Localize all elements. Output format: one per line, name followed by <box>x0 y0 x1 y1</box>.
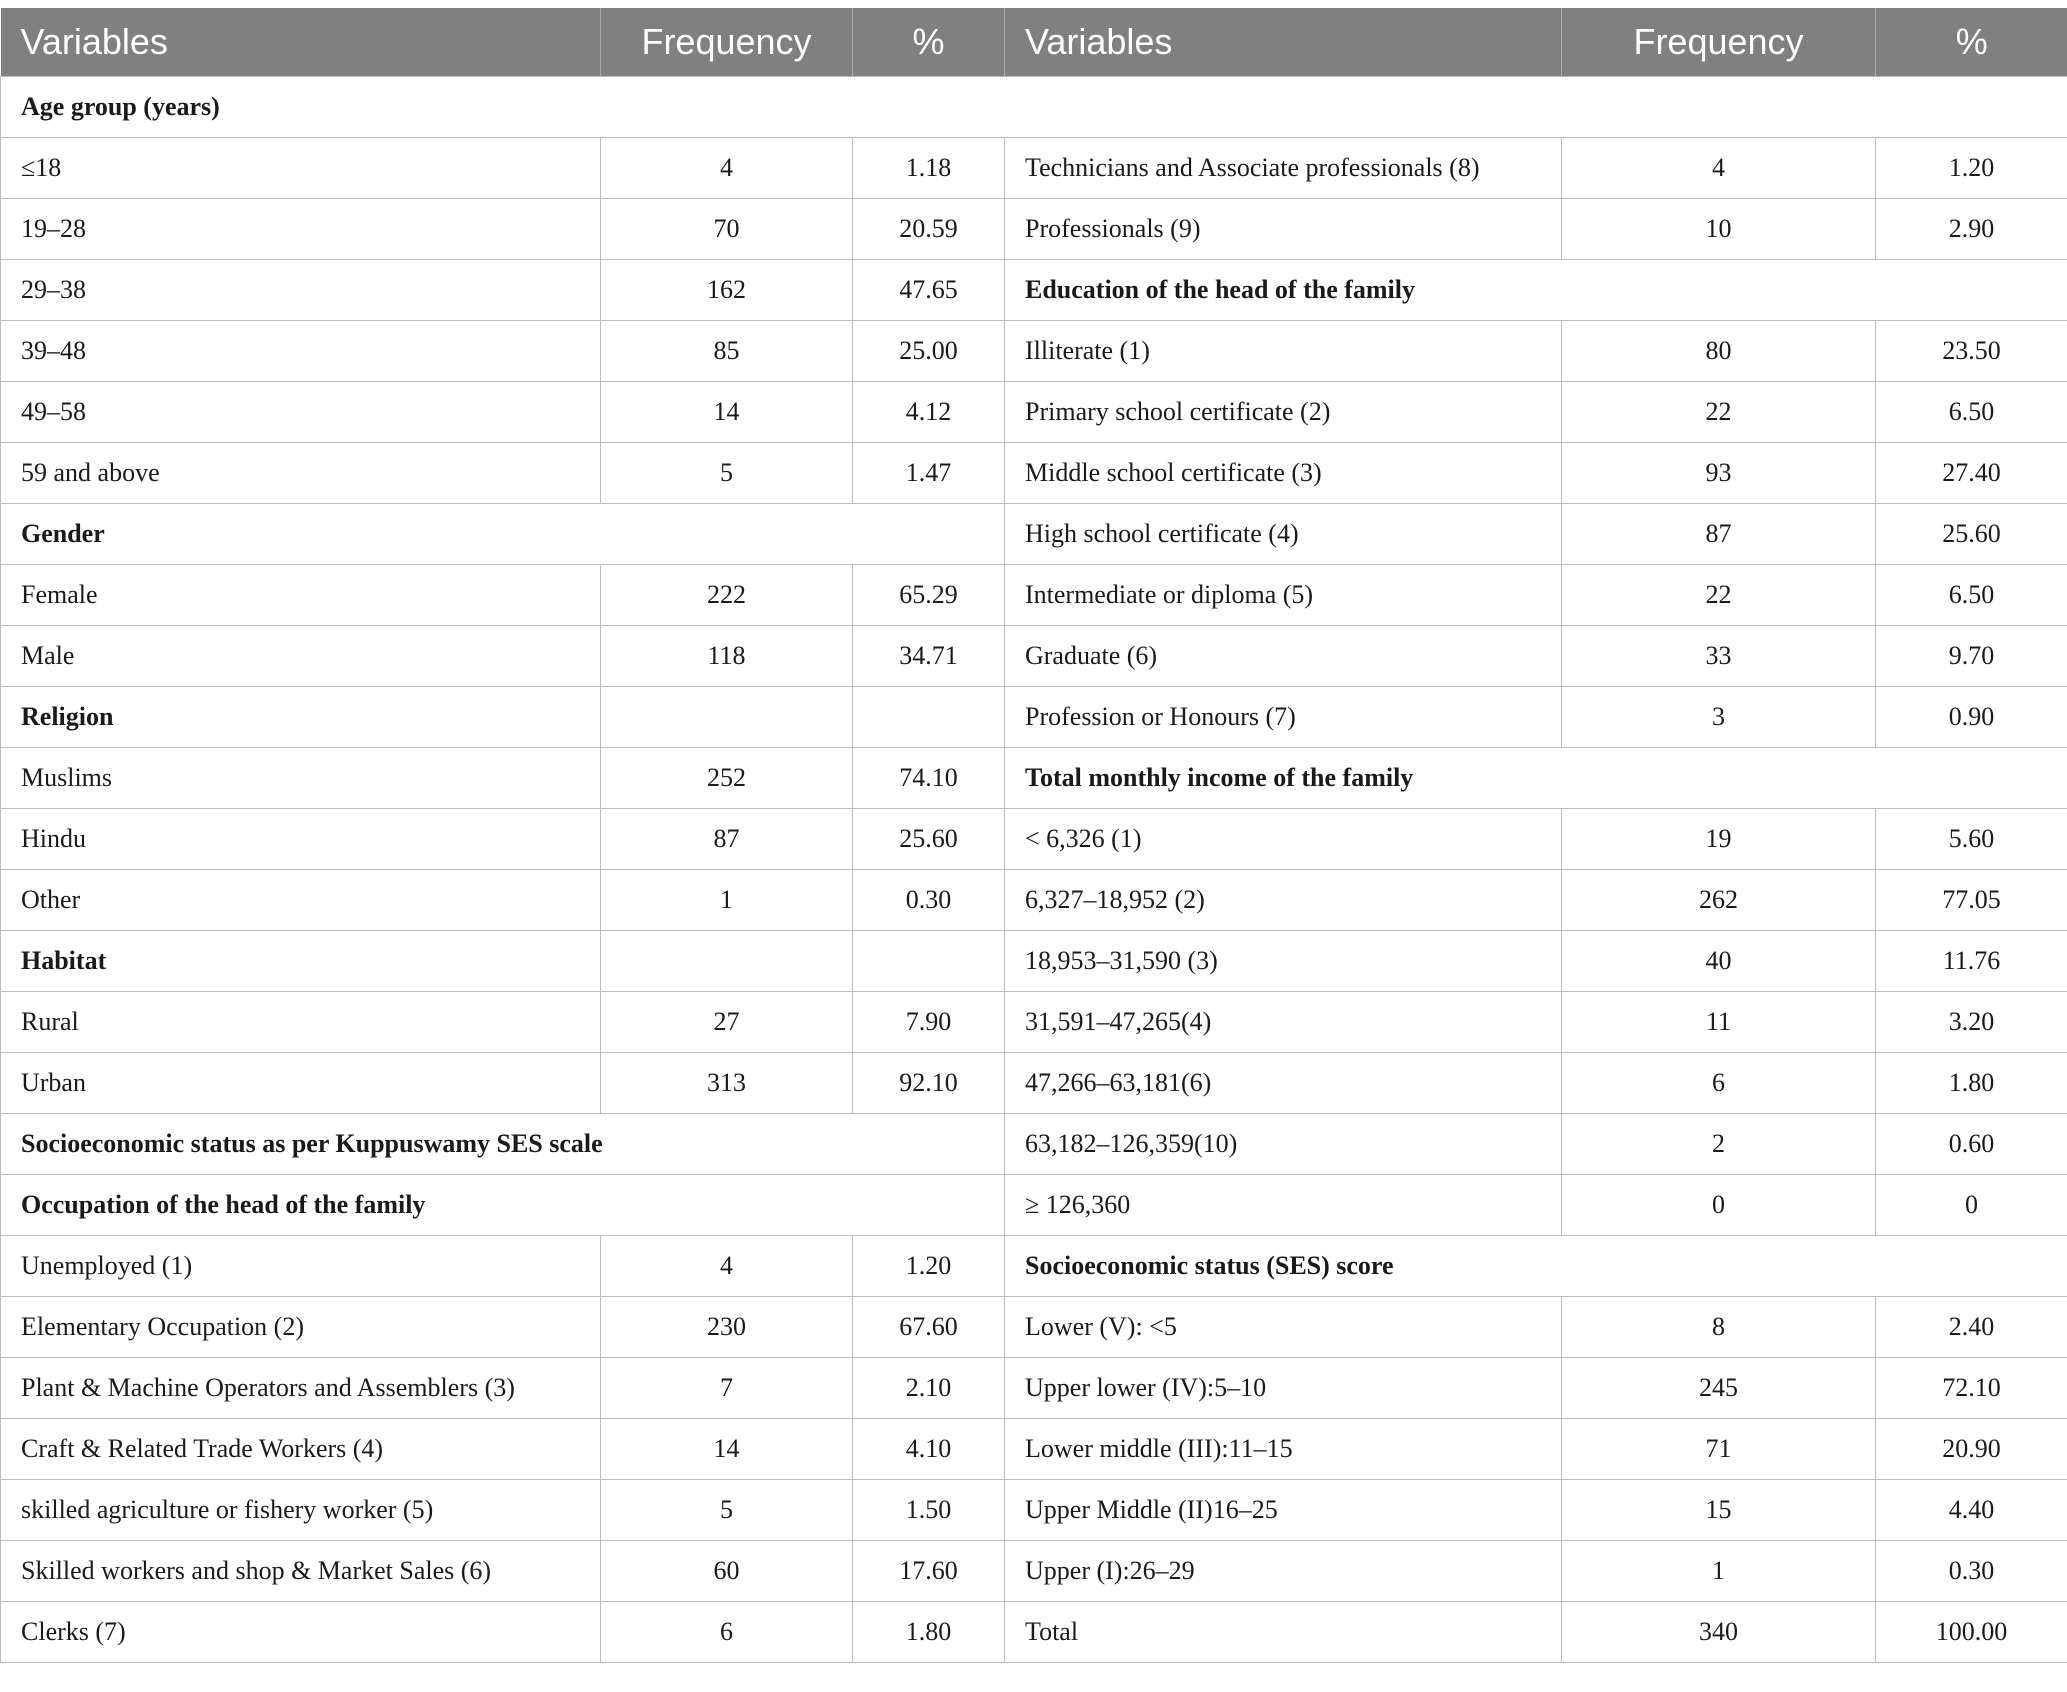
table-cell: Illiterate (1) <box>1005 321 1562 382</box>
table-cell: 3.20 <box>1876 992 2067 1053</box>
table-cell: Profession or Honours (7) <box>1005 687 1562 748</box>
table-row <box>1 1114 2067 1175</box>
section-heading-cell: Age group (years) <box>1 77 2067 138</box>
table-cell: 92.10 <box>853 1053 1005 1114</box>
table-cell: 7 <box>601 1358 853 1419</box>
section-heading-cell: Total monthly income of the family <box>1005 748 2067 809</box>
table-cell: 5 <box>601 443 853 504</box>
table-row <box>1 565 2067 626</box>
table-cell: Muslims <box>1 748 601 809</box>
table-cell: 18,953–31,590 (3) <box>1005 931 1562 992</box>
table-cell: 87 <box>1562 504 1876 565</box>
table-cell: 22 <box>1562 382 1876 443</box>
table-body <box>1 77 2067 1663</box>
table-cell: Intermediate or diploma (5) <box>1005 565 1562 626</box>
table-cell: Total <box>1005 1602 1562 1663</box>
section-heading-cell: Habitat <box>1 931 601 992</box>
table-row <box>1 199 2067 260</box>
section-heading-cell: Socioeconomic status as per Kuppuswamy SES scale <box>1 1114 1005 1175</box>
table-cell: 222 <box>601 565 853 626</box>
table-cell: 25.00 <box>853 321 1005 382</box>
table-cell: 9.70 <box>1876 626 2067 687</box>
table-row <box>1 687 2067 748</box>
section-heading-cell: Gender <box>1 504 1005 565</box>
table-row <box>1 870 2067 931</box>
table-cell: 118 <box>601 626 853 687</box>
table-cell: 60 <box>601 1541 853 1602</box>
table-cell: 33 <box>1562 626 1876 687</box>
table-cell: skilled agriculture or fishery worker (5) <box>1 1480 601 1541</box>
table-cell: 27 <box>601 992 853 1053</box>
table-cell: 4.12 <box>853 382 1005 443</box>
table-row <box>1 1236 2067 1297</box>
table-cell: ≥ 126,360 <box>1005 1175 1562 1236</box>
table-cell: 27.40 <box>1876 443 2067 504</box>
table-cell: 1.20 <box>1876 138 2067 199</box>
table-cell: Upper (I):26–29 <box>1005 1541 1562 1602</box>
table-cell: Male <box>1 626 601 687</box>
table-cell: Craft & Related Trade Workers (4) <box>1 1419 601 1480</box>
header-percent-left: % <box>853 8 1005 77</box>
table-cell: Technicians and Associate professionals (8) <box>1005 138 1562 199</box>
table-cell: 20.59 <box>853 199 1005 260</box>
table-cell: 87 <box>601 809 853 870</box>
table-cell: 162 <box>601 260 853 321</box>
table-cell: 25.60 <box>1876 504 2067 565</box>
table-cell <box>853 931 1005 992</box>
table-cell: High school certificate (4) <box>1005 504 1562 565</box>
table-cell: 6.50 <box>1876 382 2067 443</box>
table-cell: 0.30 <box>1876 1541 2067 1602</box>
table-cell: 10 <box>1562 199 1876 260</box>
table-cell: 4 <box>601 1236 853 1297</box>
table-cell: 17.60 <box>853 1541 1005 1602</box>
table-wrapper <box>0 8 2067 1663</box>
table-cell: Upper Middle (II)16–25 <box>1005 1480 1562 1541</box>
table-row <box>1 1053 2067 1114</box>
table-cell: Hindu <box>1 809 601 870</box>
header-frequency-right: Frequency <box>1562 8 1876 77</box>
table-cell: 7.90 <box>853 992 1005 1053</box>
table-cell: 14 <box>601 382 853 443</box>
table-cell: 340 <box>1562 1602 1876 1663</box>
table-row <box>1 1602 2067 1663</box>
table-cell: 4.10 <box>853 1419 1005 1480</box>
table-cell: 20.90 <box>1876 1419 2067 1480</box>
table-cell: 4.40 <box>1876 1480 2067 1541</box>
table-cell: 29–38 <box>1 260 601 321</box>
table-cell: Graduate (6) <box>1005 626 1562 687</box>
table-cell: Urban <box>1 1053 601 1114</box>
table-cell: 70 <box>601 199 853 260</box>
table-cell: 4 <box>601 138 853 199</box>
table-row <box>1 443 2067 504</box>
table-cell: 31,591–47,265(4) <box>1005 992 1562 1053</box>
table-cell: 19 <box>1562 809 1876 870</box>
table-cell: Elementary Occupation (2) <box>1 1297 601 1358</box>
table-cell: ≤18 <box>1 138 601 199</box>
table-cell: 47.65 <box>853 260 1005 321</box>
table-cell: 22 <box>1562 565 1876 626</box>
table-cell: 71 <box>1562 1419 1876 1480</box>
table-cell: 14 <box>601 1419 853 1480</box>
table-row <box>1 260 2067 321</box>
table-row <box>1 504 2067 565</box>
table-cell: 1.50 <box>853 1480 1005 1541</box>
table-cell <box>601 931 853 992</box>
table-cell: 67.60 <box>853 1297 1005 1358</box>
table-cell: 49–58 <box>1 382 601 443</box>
table-cell: Lower (V): <5 <box>1005 1297 1562 1358</box>
table-cell: 245 <box>1562 1358 1876 1419</box>
table-cell: Clerks (7) <box>1 1602 601 1663</box>
table-cell: 0.30 <box>853 870 1005 931</box>
header-variables-right: Variables <box>1005 8 1562 77</box>
table-cell: Upper lower (IV):5–10 <box>1005 1358 1562 1419</box>
table-cell: Professionals (9) <box>1005 199 1562 260</box>
table-cell: 1.80 <box>853 1602 1005 1663</box>
section-heading-cell: Occupation of the head of the family <box>1 1175 1005 1236</box>
table-cell: 0.90 <box>1876 687 2067 748</box>
table-cell: 19–28 <box>1 199 601 260</box>
table-cell: 4 <box>1562 138 1876 199</box>
table-cell: 252 <box>601 748 853 809</box>
table-row <box>1 1541 2067 1602</box>
table-cell: 1 <box>1562 1541 1876 1602</box>
table-cell: 6.50 <box>1876 565 2067 626</box>
section-heading-cell: Education of the head of the family <box>1005 260 2067 321</box>
table-row <box>1 626 2067 687</box>
table-cell: Primary school certificate (2) <box>1005 382 1562 443</box>
table-cell: Unemployed (1) <box>1 1236 601 1297</box>
table-cell: 0 <box>1562 1175 1876 1236</box>
table-row <box>1 992 2067 1053</box>
table-cell: Lower middle (III):11–15 <box>1005 1419 1562 1480</box>
table-cell: 59 and above <box>1 443 601 504</box>
demographics-table <box>0 8 2067 1663</box>
table-row <box>1 1175 2067 1236</box>
table-cell: 74.10 <box>853 748 1005 809</box>
table-cell: 8 <box>1562 1297 1876 1358</box>
table-cell: 65.29 <box>853 565 1005 626</box>
table-row <box>1 321 2067 382</box>
table-cell: 6 <box>1562 1053 1876 1114</box>
table-row <box>1 1419 2067 1480</box>
header-variables-left: Variables <box>1 8 601 77</box>
table-cell: 63,182–126,359(10) <box>1005 1114 1562 1175</box>
table-cell: Other <box>1 870 601 931</box>
table-cell: 3 <box>1562 687 1876 748</box>
table-cell: 15 <box>1562 1480 1876 1541</box>
header-percent-right: % <box>1876 8 2067 77</box>
table-cell: 72.10 <box>1876 1358 2067 1419</box>
table-cell: Plant & Machine Operators and Assemblers (3) <box>1 1358 601 1419</box>
table-row <box>1 382 2067 443</box>
header-frequency-left: Frequency <box>601 8 853 77</box>
table-cell: 11.76 <box>1876 931 2067 992</box>
table-cell: 39–48 <box>1 321 601 382</box>
table-row <box>1 809 2067 870</box>
table-cell: 1.18 <box>853 138 1005 199</box>
table-cell: 93 <box>1562 443 1876 504</box>
table-cell: 262 <box>1562 870 1876 931</box>
table-row <box>1 77 2067 138</box>
table-cell: 6,327–18,952 (2) <box>1005 870 1562 931</box>
table-cell: 2.10 <box>853 1358 1005 1419</box>
table-cell: 80 <box>1562 321 1876 382</box>
table-cell: 6 <box>601 1602 853 1663</box>
table-cell: 1.20 <box>853 1236 1005 1297</box>
table-cell: Middle school certificate (3) <box>1005 443 1562 504</box>
table-cell: 11 <box>1562 992 1876 1053</box>
table-cell: 2 <box>1562 1114 1876 1175</box>
table-cell: 1.47 <box>853 443 1005 504</box>
table-cell: 47,266–63,181(6) <box>1005 1053 1562 1114</box>
table-cell: 100.00 <box>1876 1602 2067 1663</box>
header-row <box>1 8 2067 77</box>
table-row <box>1 931 2067 992</box>
table-cell: 77.05 <box>1876 870 2067 931</box>
table-cell: 2.90 <box>1876 199 2067 260</box>
table-cell: 5 <box>601 1480 853 1541</box>
table-cell: 230 <box>601 1297 853 1358</box>
table-cell <box>601 687 853 748</box>
table-row <box>1 138 2067 199</box>
table-cell: 23.50 <box>1876 321 2067 382</box>
table-cell <box>853 687 1005 748</box>
table-cell: 85 <box>601 321 853 382</box>
table-cell: 25.60 <box>853 809 1005 870</box>
section-heading-cell: Religion <box>1 687 601 748</box>
table-cell: 0 <box>1876 1175 2067 1236</box>
table-cell: 313 <box>601 1053 853 1114</box>
table-row <box>1 748 2067 809</box>
table-row <box>1 1358 2067 1419</box>
table-cell: 0.60 <box>1876 1114 2067 1175</box>
table-cell: 34.71 <box>853 626 1005 687</box>
table-cell: Female <box>1 565 601 626</box>
table-cell: 40 <box>1562 931 1876 992</box>
table-cell: Rural <box>1 992 601 1053</box>
table-cell: 5.60 <box>1876 809 2067 870</box>
section-heading-cell: Socioeconomic status (SES) score <box>1005 1236 2067 1297</box>
table-cell: 1.80 <box>1876 1053 2067 1114</box>
table-cell: 2.40 <box>1876 1297 2067 1358</box>
table-cell: Skilled workers and shop & Market Sales (6) <box>1 1541 601 1602</box>
table-header <box>1 8 2067 77</box>
table-row <box>1 1297 2067 1358</box>
table-cell: 1 <box>601 870 853 931</box>
table-row <box>1 1480 2067 1541</box>
table-cell: < 6,326 (1) <box>1005 809 1562 870</box>
